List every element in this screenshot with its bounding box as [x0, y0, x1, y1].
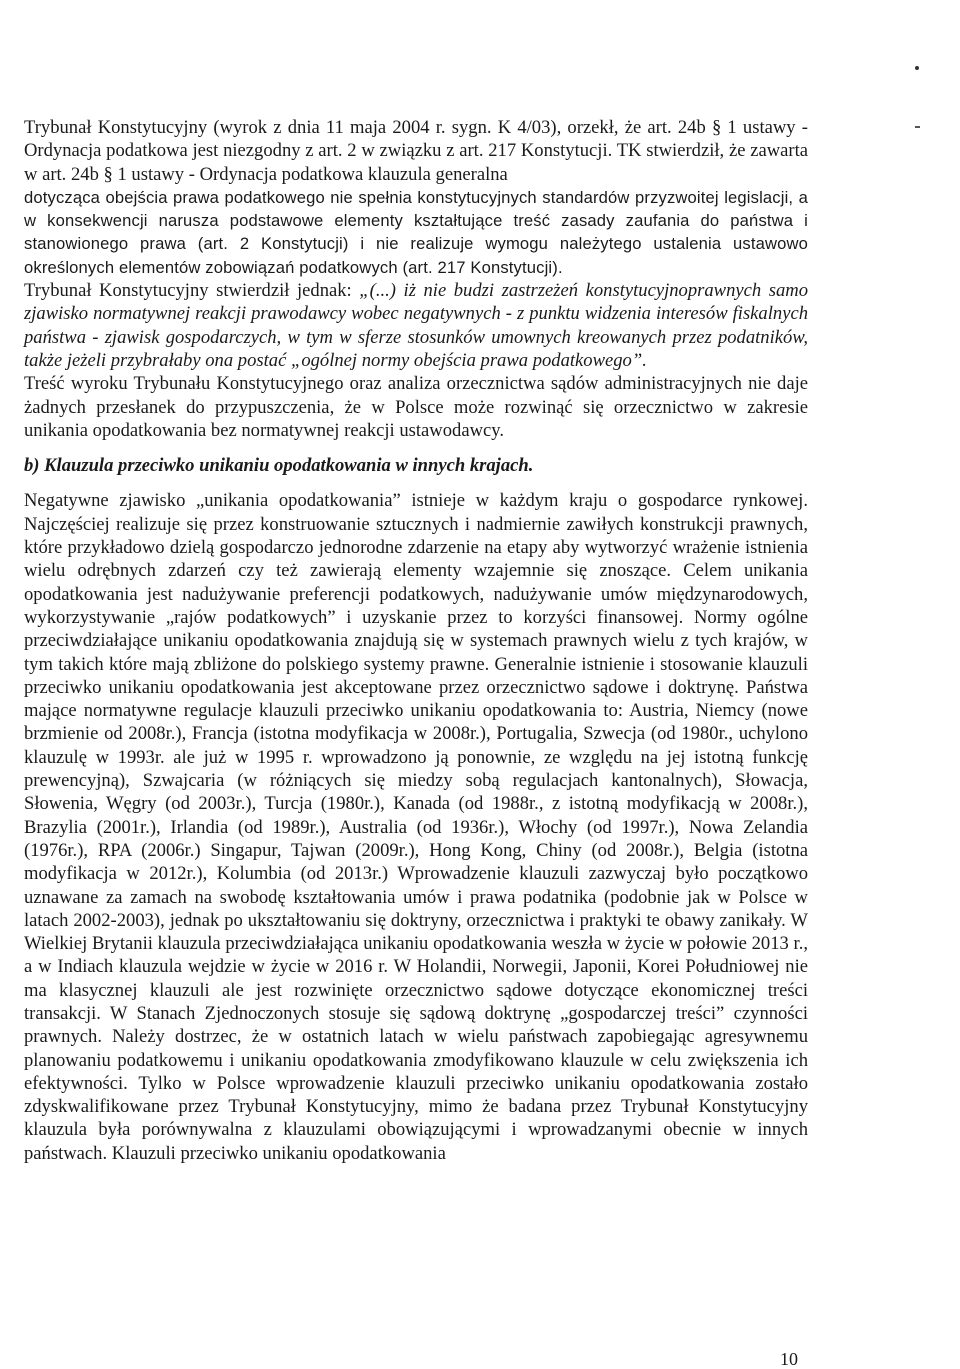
paragraph-other-countries: Negatywne zjawisko „unikania opodatkowania” istnieje w każdym kraju o gospodarce rynkowej. Najczęściej realizuje się przez konstruowanie sztucznych i nadmiernie zawiłych konstrukcji prawnych, które przykładowo dzielą gospodarczo jednorodne zdarzenie na etapy aby wytworzyć wrażenie istnienia wielu odrębnych zdarzeń czy też zawierają elementy wzajemnie się znoszące. Celem unikania opodatkowania jest nadużywanie preferencji podatkowych, nadużywanie umów międzynarodowych, wykorzystywanie „rajów podatkowych” i uzyskanie przez to korzyści finansowej. Normy ogólne przeciwdziałające unikaniu opodatkowania znajdują się w systemach prawnych wielu z tych krajów, w tym takich które mają zbliżone do polskiego systemy prawne. Generalnie istnienie i stosowanie klauzuli przeciwko unikaniu opodatkowania jest akceptowane przez orzecznictwo sądowe i doktrynę. Państwa mające normatywne regulacje klauzuli przeciwko unikaniu opodatkowania to: Austria, Niemcy (nowe brzmienie od 2008r.), Francja (istotna modyfikacja w 2008r.), Portugalia, Szwecja (od 1980r., uchylono klauzulę w 1993r. ale już w 1995 r. wprowadzono ją ponownie, ze względu na jej istotną funkcję prewencyjną), Szwajcaria (w różniących się miedzy sobą regulacjach kantonalnych), Słowacja, Słowenia, Węgry (od 2003r.), Turcja (1980r.), Kanada (od 1988r., z istotną modyfikacją w 2008r.), Brazylia (2001r.), Irlandia (od 1989r.), Australia (od 1936r.), Włochy (od 1997r.), Nowa Zelandia (1976r.), RPA (2006r.) Singapur, Tajwan (2009r.), Hong Kong, Chiny (od 2008r.), Belgia (istotna modyfikacja w 2012r.), Kolumbia (od 2013r.) Wprowadzenie klauzuli zazwyczaj było początkowo uznawane za zamach na swobodę kształtowania umów i prawa podatnika (podobnie jak w Polsce w latach 2002-2003), jednak po ukształtowaniu się doktryny, orzecznictwa i praktyki te obawy zanikały. W Wielkiej Brytanii klauzula przeciwdziałająca unikaniu opodatkowania weszła w życie w połowie 2013 r., a w Indiach klauzula wejdzie w życie w 2016 r. W Holandii, Norwegii, Japonii, Korei Południowej nie ma klasycznej klauzuli ale jest rozwinięte orzecznictwo sądowe dotyczące ekonomicznej treści transakcji. W Stanach Zjednoczonych stosuje się sądową doktrynę „gospodarczej treści” czynności prawnych. Należy dostrzec, że w ostatnich latach w wielu państwach zapobiegając agresywnemu planowaniu podatkowemu i unikaniu opodatkowania zmodyfikowano klauzule w celu zwiększenia ich efektywności. Tylko w Polsce wprowadzenie klauzuli przeciwko unikaniu opodatkowania zostało zdyskwalifikowane przez Trybunał Konstytucyjny, mimo że badana przez Trybunał Konstytucyjny klauzula była porównywalna z klauzulami obowiązującymi i wprowadzanymi obecnie w innych państwach. Klauzuli przeciwko unikaniu opodatkowania — [24, 490, 808, 1164]
paragraph-tk-quote — [24, 279, 808, 372]
page-number: 10 — [780, 1349, 798, 1369]
scan-mark-dash — [915, 126, 920, 128]
quote-text: „(...) iż nie budzi zastrzeżeń konstytucyjnoprawnych samo zjawisko normatywnej reakcji prawodawcy wobec negatywnych - z punktu widzenia interesów fiskalnych państwa - zjawisk gospodarczych, w tym w sferze stosunków umownych kreowanych przez podatników, także jeżeli przybrałaby ona postać „ogólnej normy obejścia prawa podatkowego”. — [24, 280, 808, 371]
section-heading-other-countries: b) Klauzula przeciwko unikaniu opodatkowania w innych krajach. — [24, 455, 534, 477]
paragraph-tk-ruling-standards: dotycząca obejścia prawa podatkowego nie spełnia konstytucyjnych standardów przyzwoitej legislacji, a w konsekwencji narusza podstawowe elementy kształtujące treść zasady zaufania do państwa i stanowionego prawa (art. 2 Konstytucji) i nie realizuje wymogu należytego ustalenia ustawowo określonych elementów zobowiązań podatkowych (art. 217 Konstytucji). — [24, 187, 808, 277]
paragraph-judgement-analysis: Treść wyroku Trybunału Konstytucyjnego oraz analiza orzecznictwa sądów administracyjnych nie daje żadnych przesłanek do przypuszczenia, że w Polsce może rozwinąć się orzecznictwo w zakresie unikania opodatkowania bez normatywnej reakcji ustawodawcy. — [24, 373, 808, 441]
paragraph-tk-ruling-intro: Trybunał Konstytucyjny (wyrok z dnia 11 maja 2004 r. sygn. K 4/03), orzekł, że art. 24b § 1 ustawy - Ordynacja podatkowa jest niezgodny z art. 2 w związku z art. 217 Konstytucji. TK stwierdził, że zawarta w art. 24b § 1 ustawy - Ordynacja podatkowa klauzula generalna — [24, 117, 808, 185]
quote-lead: Trybunał Konstytucyjny stwierdził jednak: — [24, 280, 352, 302]
scan-mark-dot — [915, 66, 919, 70]
document-body — [24, 116, 808, 1165]
